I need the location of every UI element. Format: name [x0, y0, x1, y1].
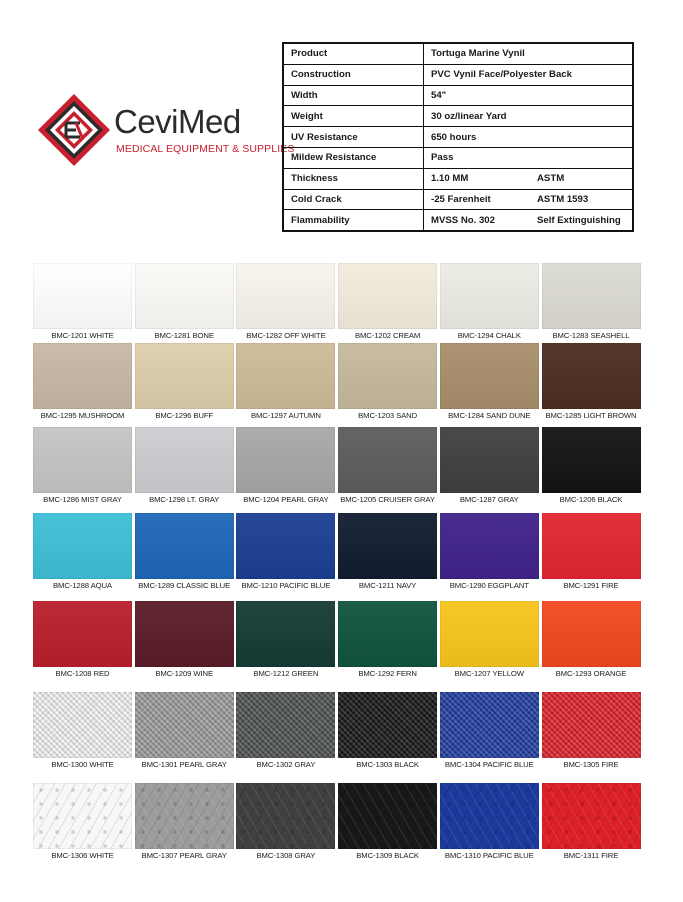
spec-extra: ASTM — [530, 168, 633, 189]
company-name: CeviMed — [114, 103, 241, 140]
color-swatch — [33, 513, 132, 579]
spec-label: Product — [283, 43, 424, 64]
spec-label: Cold Crack — [283, 189, 424, 210]
spec-label: Flammability — [283, 210, 424, 231]
swatch-label: BMC-1308 GRAY — [256, 851, 316, 860]
color-swatch — [135, 427, 234, 493]
swatch-label: BMC-1303 BLACK — [356, 760, 419, 769]
swatch-row — [33, 427, 644, 517]
color-swatch — [236, 513, 335, 579]
swatch-label: BMC-1298 LT. GRAY — [149, 495, 220, 504]
color-swatch — [338, 513, 437, 579]
color-swatch — [440, 263, 539, 329]
swatch-label: BMC-1202 CREAM — [354, 331, 421, 340]
color-swatch — [440, 343, 539, 409]
color-swatch — [33, 427, 132, 493]
color-swatch — [440, 513, 539, 579]
swatch-row — [33, 783, 644, 873]
swatch-label: BMC-1302 GRAY — [256, 760, 316, 769]
color-swatch — [236, 427, 335, 493]
spec-label: Mildew Resistance — [283, 147, 424, 168]
swatch-label: BMC-1291 FIRE — [563, 581, 619, 590]
color-swatch — [542, 427, 641, 493]
color-swatch — [135, 783, 234, 849]
spec-row — [283, 189, 633, 210]
color-swatch — [338, 692, 437, 758]
swatch-label: BMC-1300 WHITE — [51, 760, 114, 769]
color-swatch — [236, 692, 335, 758]
swatch-label: BMC-1287 GRAY — [459, 495, 519, 504]
swatch-label: BMC-1293 ORANGE — [555, 669, 627, 678]
swatch-label: BMC-1211 NAVY — [358, 581, 417, 590]
spec-label: Construction — [283, 64, 424, 85]
spec-value: 30 oz/linear Yard — [424, 106, 634, 127]
swatch-label: BMC-1290 EGGPLANT — [449, 581, 529, 590]
spec-value: PVC Vynil Face/Polyester Back — [424, 64, 634, 85]
color-swatch — [135, 692, 234, 758]
swatch-label: BMC-1205 CRUISER GRAY — [340, 495, 435, 504]
spec-row — [283, 127, 633, 148]
swatch-row — [33, 692, 644, 782]
color-swatch — [135, 513, 234, 579]
color-swatch — [440, 692, 539, 758]
swatch-label: BMC-1295 MUSHROOM — [40, 411, 125, 420]
swatch-label: BMC-1286 MIST GRAY — [43, 495, 122, 504]
swatch-label: BMC-1309 BLACK — [356, 851, 419, 860]
swatch-row — [33, 601, 644, 691]
swatch-label: BMC-1311 FIRE — [563, 851, 619, 860]
spec-label: Weight — [283, 106, 424, 127]
color-swatch — [236, 343, 335, 409]
spec-value: MVSS No. 302 — [424, 210, 531, 231]
color-swatch — [33, 263, 132, 329]
swatch-label: BMC-1284 SAND DUNE — [448, 411, 531, 420]
swatch-label: BMC-1207 YELLOW — [454, 669, 524, 678]
color-swatch — [542, 601, 641, 667]
spec-row — [283, 64, 633, 85]
swatch-label: BMC-1292 FERN — [358, 669, 417, 678]
spec-row — [283, 210, 633, 231]
swatch-label: BMC-1296 BUFF — [155, 411, 214, 420]
swatch-label: BMC-1210 PACIFIC BLUE — [241, 581, 331, 590]
company-tagline: MEDICAL EQUIPMENT & SUPPLIES — [116, 143, 295, 155]
swatch-row — [33, 513, 644, 603]
color-swatch — [338, 783, 437, 849]
swatch-label: BMC-1304 PACIFIC BLUE — [444, 760, 534, 769]
color-swatch — [542, 263, 641, 329]
swatch-label: BMC-1212 GREEN — [253, 669, 319, 678]
spec-row — [283, 85, 633, 106]
swatch-label: BMC-1289 CLASSIC BLUE — [138, 581, 231, 590]
color-swatch — [542, 343, 641, 409]
swatch-label: BMC-1283 SEASHELL — [552, 331, 630, 340]
spec-value: 54" — [424, 85, 634, 106]
swatch-label: BMC-1204 PEARL GRAY — [243, 495, 329, 504]
color-swatch — [338, 601, 437, 667]
color-swatch — [135, 601, 234, 667]
swatch-label: BMC-1307 PEARL GRAY — [141, 851, 227, 860]
specifications-table — [282, 42, 634, 232]
color-swatch — [33, 692, 132, 758]
spec-row — [283, 147, 633, 168]
spec-label: Width — [283, 85, 424, 106]
swatch-label: BMC-1201 WHITE — [51, 331, 114, 340]
swatch-label: BMC-1282 OFF WHITE — [246, 331, 326, 340]
spec-value: 650 hours — [424, 127, 634, 148]
cevimed-diamond-logo-icon — [36, 92, 112, 168]
spec-label: Thickness — [283, 168, 424, 189]
color-swatch — [135, 343, 234, 409]
color-swatch — [33, 783, 132, 849]
color-swatch — [440, 783, 539, 849]
swatch-label: BMC-1209 WINE — [155, 669, 214, 678]
color-swatch — [338, 427, 437, 493]
spec-value: Pass — [424, 147, 634, 168]
spec-row — [283, 106, 633, 127]
spec-label: UV Resistance — [283, 127, 424, 148]
swatch-label: BMC-1301 PEARL GRAY — [141, 760, 227, 769]
spec-value: -25 Farenheit — [424, 189, 531, 210]
color-swatch — [33, 601, 132, 667]
color-swatch — [440, 601, 539, 667]
swatch-row — [33, 343, 644, 433]
swatch-label: BMC-1281 BONE — [154, 331, 214, 340]
swatch-label: BMC-1208 RED — [55, 669, 110, 678]
color-swatch — [236, 601, 335, 667]
swatch-label: BMC-1305 FIRE — [563, 760, 619, 769]
swatch-label: BMC-1310 PACIFIC BLUE — [444, 851, 534, 860]
swatch-label: BMC-1297 AUTUMN — [250, 411, 321, 420]
color-swatch — [236, 783, 335, 849]
color-swatch — [236, 263, 335, 329]
color-swatch — [135, 263, 234, 329]
color-swatch — [440, 427, 539, 493]
swatch-label: BMC-1285 LIGHT BROWN — [545, 411, 637, 420]
spec-row — [283, 168, 633, 189]
spec-extra: Self Extinguishing — [530, 210, 633, 231]
color-swatch — [542, 513, 641, 579]
color-swatch — [33, 343, 132, 409]
spec-row — [283, 43, 633, 64]
swatch-label: BMC-1203 SAND — [358, 411, 418, 420]
company-logo — [36, 92, 295, 182]
swatch-label: BMC-1206 BLACK — [559, 495, 623, 504]
color-swatch — [542, 783, 641, 849]
spec-value: 1.10 MM — [424, 168, 531, 189]
color-swatch — [338, 343, 437, 409]
swatch-row — [33, 263, 644, 353]
swatch-label: BMC-1306 WHITE — [51, 851, 114, 860]
color-swatch — [338, 263, 437, 329]
color-swatch — [542, 692, 641, 758]
swatch-label: BMC-1288 AQUA — [53, 581, 112, 590]
spec-extra: ASTM 1593 — [530, 189, 633, 210]
swatch-label: BMC-1294 CHALK — [457, 331, 521, 340]
spec-value: Tortuga Marine Vynil — [424, 43, 634, 64]
